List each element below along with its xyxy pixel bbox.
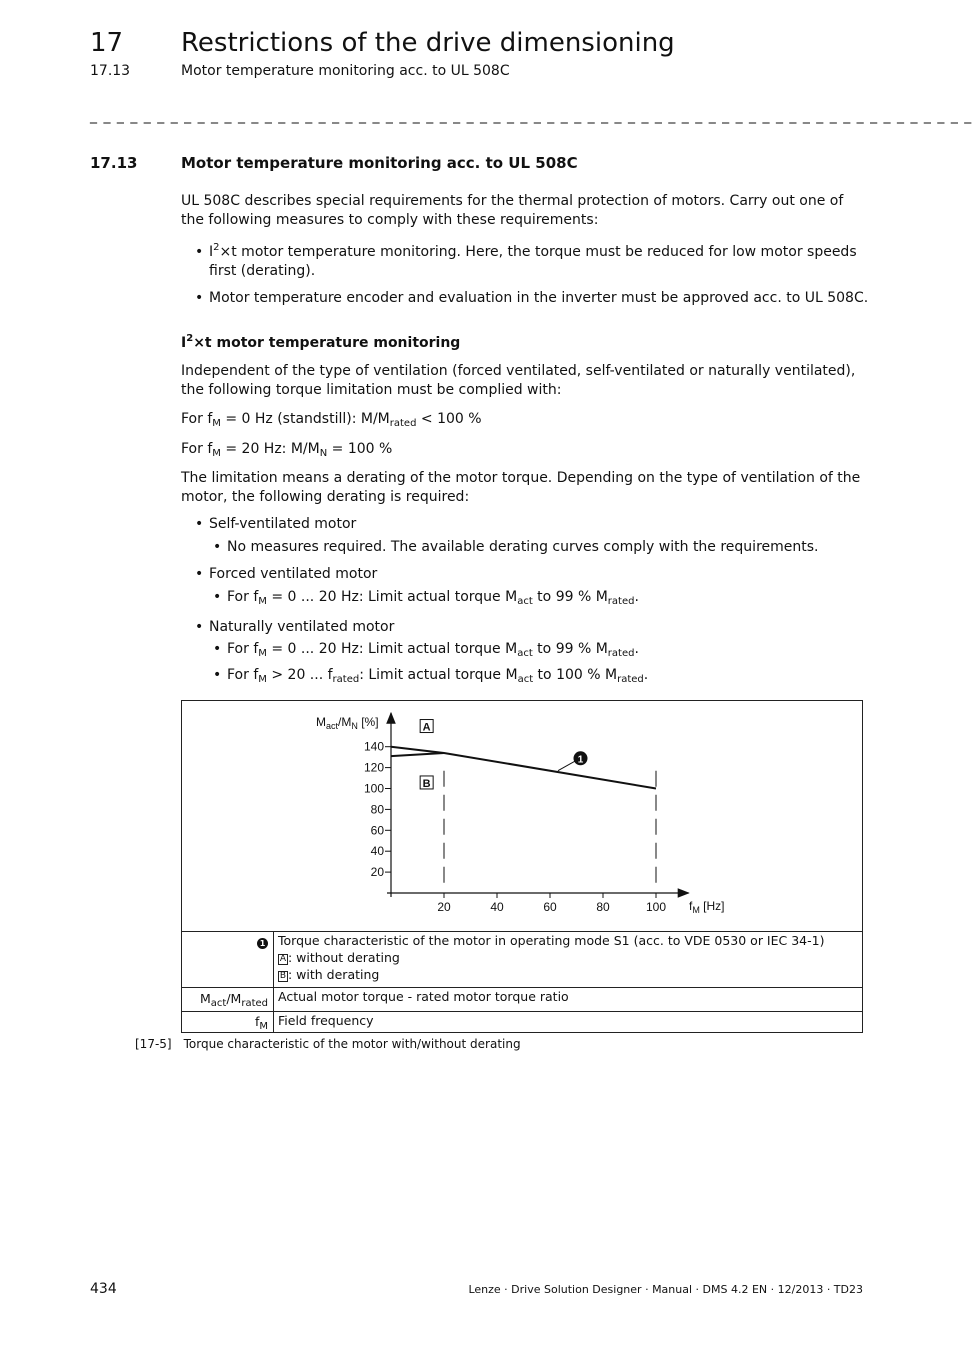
callout-icon: 1 (257, 938, 268, 949)
legend-text: Torque characteristic of the motor in operating mode S1 (acc. to VDE 0530 or IEC 34-1) (278, 933, 825, 948)
legend-key: $M_{act}/M_{rated}$ (199, 991, 268, 1009)
x-tick-label: 60 (543, 900, 557, 914)
x-axis-label: $f_M$ [Hz] (689, 899, 725, 915)
list-item-text: Self-ventilated motor (209, 516, 357, 532)
caption-number: [17-5] (135, 1037, 172, 1051)
header-section-title: Motor temperature monitoring acc. to UL 508C (181, 63, 510, 79)
list-item-text: $I^2\times t$ motor temperature monitoring. Here, the torque must be reduced for low motor speeds (209, 242, 857, 260)
paragraph: The limitation means a derating of the motor torque. Depending on the type of ventilation of the motor, the following derating is required: (181, 470, 861, 505)
section-number: 17.13 (90, 154, 138, 172)
list-item-continuation: first (derating). (209, 263, 316, 279)
callout-leader (558, 760, 577, 770)
marker-label-b: B (422, 777, 431, 790)
chapter-number: 17 (90, 28, 124, 58)
legend-divider (273, 988, 274, 1011)
figure-caption (135, 1037, 533, 1051)
marker-label-a: A (422, 721, 431, 734)
bullet-dot: • (213, 667, 222, 683)
y-axis-label: $M_{act}/M_N$ [%] (316, 715, 379, 731)
legend-divider (273, 1012, 274, 1033)
y-tick-label: 20 (370, 865, 384, 880)
section-title: Motor temperature monitoring acc. to UL 508C (181, 154, 578, 172)
equation-20hz: For $f_M = 20$ Hz: $M/M_N = 100$ % (181, 441, 393, 459)
y-tick-label: 100 (363, 781, 384, 796)
legend-text: Actual motor torque - rated motor torque ratio (278, 989, 569, 1004)
header-separator: _ _ _ _ _ _ _ _ _ _ _ _ _ _ _ _ _ _ _ _ _ _ _ _ _ _ _ _ _ _ _ _ _ _ _ _ _ _ _ _ _ _ _ _ _ _ _ _ _ _ _ _ _ _ _ _ _ _ _ _ _ _ _ _ _ _ (90, 108, 972, 124)
y-tick-label: 140 (363, 739, 384, 754)
chart-marks (391, 720, 656, 885)
subsection-title: $I^2\times t$ motor temperature monitoring (181, 333, 461, 351)
equation-standstill: For $f_M = 0$ Hz (standstill): $M/M_{rated} < 100$ % (181, 411, 482, 429)
caption-text: Torque characteristic of the motor with/without derating (183, 1037, 521, 1051)
bullet-dot: • (195, 290, 204, 306)
marker-a-icon: A (279, 954, 287, 964)
list-item-text: Forced ventilated motor (209, 566, 378, 582)
x-tick-label: 100 (645, 900, 667, 914)
chart-axes (364, 713, 689, 914)
callout-number: 1 (577, 754, 584, 766)
legend-text-a: A : without derating (279, 950, 400, 965)
chapter-title: Restrictions of the drive dimensioning (181, 28, 675, 58)
list-item-text: Naturally ventilated motor (209, 619, 395, 635)
list-item-text: For $f_M = 0$ ... 20 Hz: Limit actual torque $M_{act}$ to 99 % $M_{rated}$. (227, 641, 639, 659)
list-item-text: No measures required. The available derating curves comply with the requirements. (227, 539, 819, 555)
bullet-dot: • (195, 244, 204, 260)
figure-box (181, 700, 863, 1033)
list-item-text: For $f_M = 0$ ... 20 Hz: Limit actual torque $M_{act}$ to 99 % $M_{rated}$. (227, 589, 639, 607)
bullet-dot: • (213, 641, 222, 657)
y-tick-label: 60 (370, 823, 384, 838)
marker-b-icon: B (279, 971, 287, 981)
list-item-text: For $f_M > 20$ ... $f_{rated}$: Limit actual torque $M_{act}$ to 100 % $M_{rated}$. (227, 667, 649, 685)
paragraph: Independent of the type of ventilation (forced ventilated, self-ventilated or naturally ventilated), the following torque limitation must be complied with: (181, 363, 856, 398)
footer-info: Lenze · Drive Solution Designer · Manual · DMS 4.2 EN · 12/2013 · TD23 (468, 1283, 863, 1296)
page-number: 434 (90, 1281, 117, 1297)
bullet-dot: • (213, 539, 222, 555)
bullet-dot: • (195, 619, 204, 635)
bullet-dot: • (213, 589, 222, 605)
legend-row (182, 987, 862, 1011)
legend-text: Field frequency (278, 1013, 374, 1028)
list-item-text: Motor temperature encoder and evaluation in the inverter must be approved acc. to UL 508C. (209, 290, 869, 306)
header-section-number: 17.13 (90, 63, 131, 79)
torque-chart (182, 701, 862, 931)
y-tick-label: 80 (370, 802, 384, 817)
legend-row (182, 1011, 862, 1033)
bullet-dot: • (195, 566, 204, 582)
legend-divider (273, 932, 274, 987)
torque-curve-b (391, 753, 444, 756)
x-tick-label: 20 (437, 900, 451, 914)
legend-row (182, 931, 862, 987)
y-tick-label: 120 (363, 760, 384, 775)
x-tick-label: 40 (490, 900, 504, 914)
x-tick-label: 80 (596, 900, 610, 914)
y-tick-label: 40 (370, 844, 384, 859)
intro-paragraph: UL 508C describes special requirements for the thermal protection of motors. Carry out one of the following measures to comply with these requirements: (181, 193, 844, 228)
legend-key: $f_M$ (254, 1014, 268, 1032)
legend-key (182, 934, 272, 949)
legend-text-b: B : with derating (279, 967, 380, 982)
bullet-dot: • (195, 516, 204, 532)
